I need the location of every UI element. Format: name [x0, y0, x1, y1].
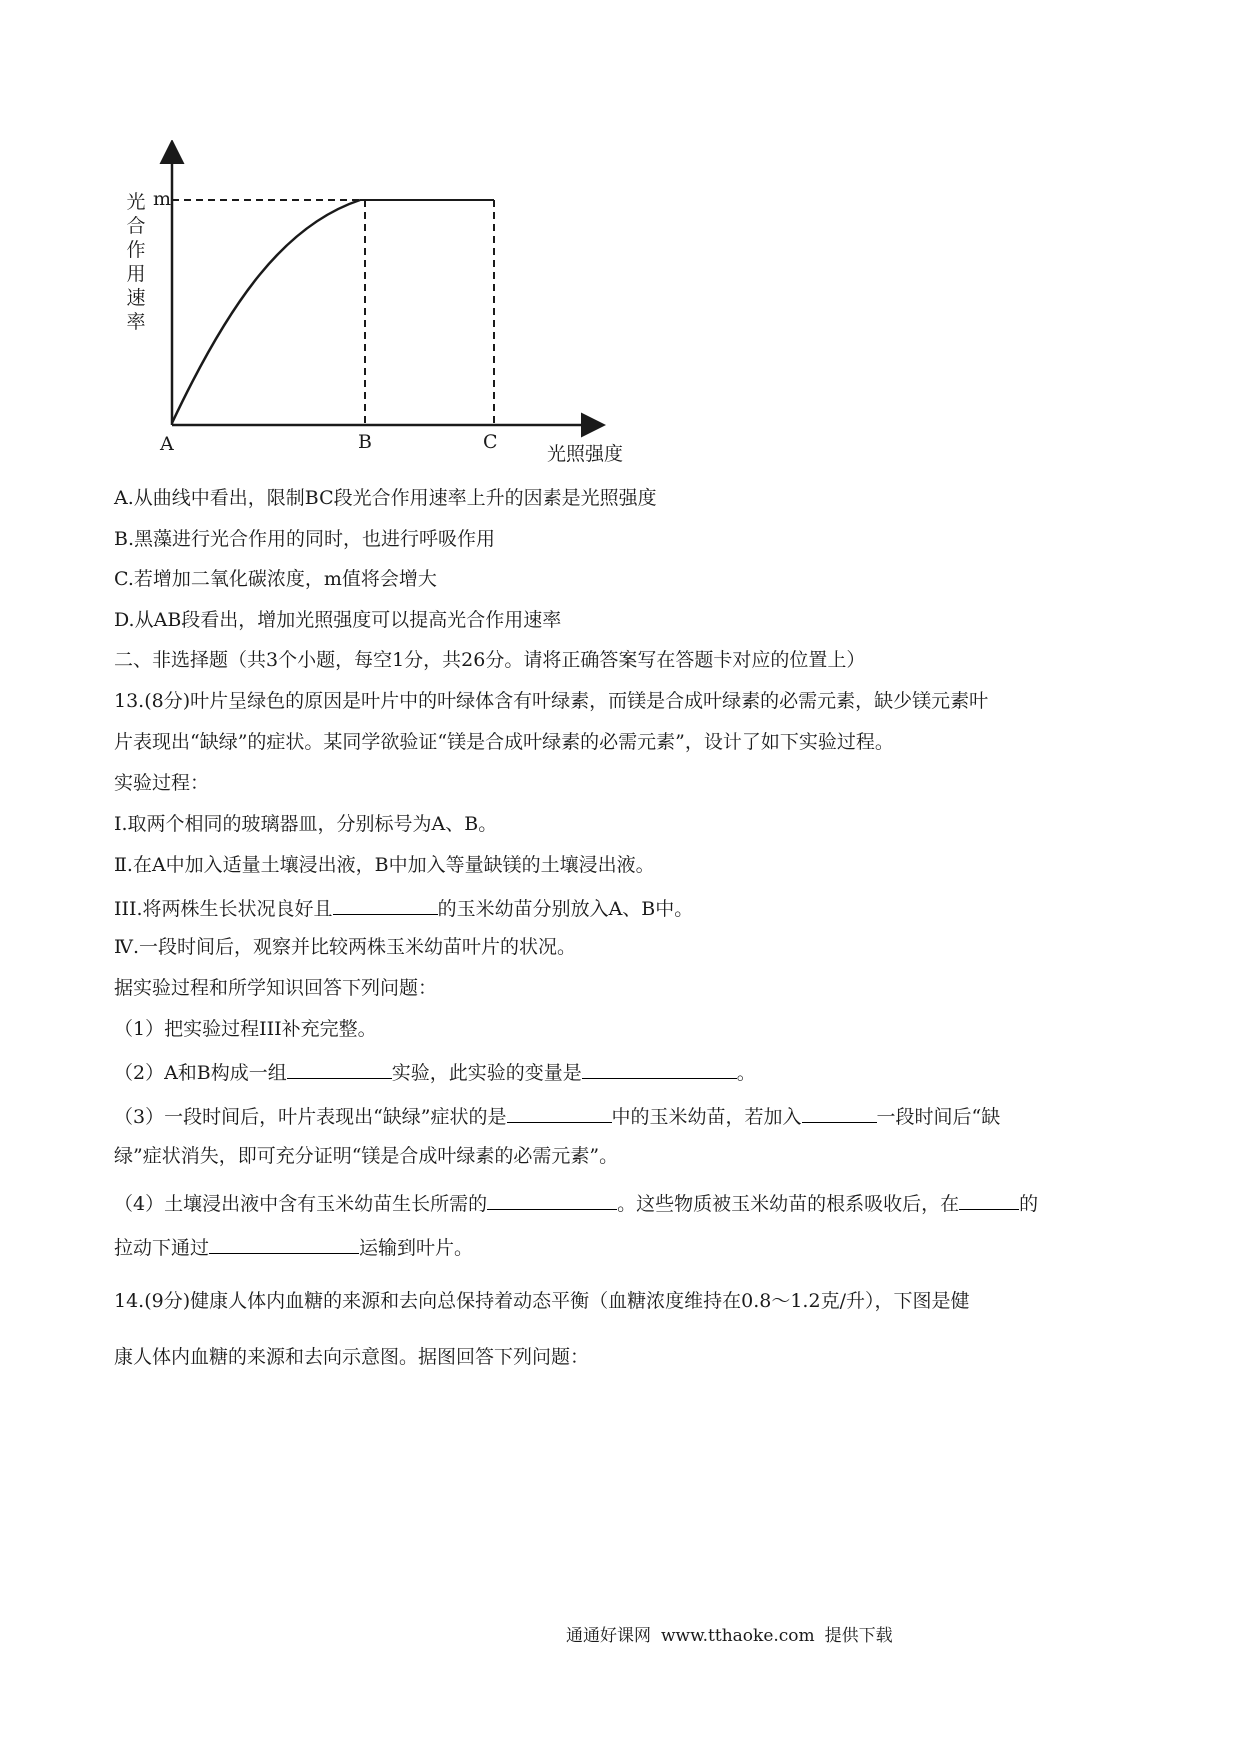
- blank-step3[interactable]: [333, 894, 438, 915]
- blank-experiment-type[interactable]: [287, 1058, 392, 1079]
- sub-question-4: [114, 1189, 1038, 1216]
- q13-line1: 13.(8分)叶片呈绿色的原因是叶片中的叶绿体含有叶绿素，而镁是合成叶绿素的必需元素，缺少镁元素叶: [114, 690, 989, 712]
- sub3-text-c: 一段时间后“缺: [876, 1106, 1001, 1128]
- process-title: 实验过程：: [114, 772, 210, 794]
- option-b: B.黑藻进行光合作用的同时，也进行呼吸作用: [114, 528, 496, 550]
- y-axis-label-char: 用: [126, 263, 146, 285]
- figure-graphic: [115, 140, 695, 480]
- photosynthesis-figure: [115, 140, 695, 480]
- blank-transport-tissue[interactable]: [209, 1233, 359, 1254]
- a-label: A: [160, 433, 174, 455]
- section-heading: 二、非选择题（共3个小题，每空1分，共26分。请将正确答案写在答题卡对应的位置上）: [114, 649, 866, 671]
- y-axis-label-char: 率: [126, 311, 146, 333]
- sub-question-2: [114, 1058, 756, 1085]
- blank-force[interactable]: [959, 1189, 1019, 1210]
- blank-added-substance[interactable]: [802, 1102, 877, 1123]
- step-3-text-a: III.将两株生长状况良好且: [114, 898, 333, 920]
- c-label: C: [483, 431, 498, 453]
- step-2: Ⅱ.在A中加入适量土壤浸出液，B中加入等量缺镁的土壤浸出液。: [114, 854, 655, 876]
- y-axis-label-char: 作: [126, 239, 146, 261]
- q14-line1: 14.(9分)健康人体内血糖的来源和去向总保持着动态平衡（血糖浓度维持在0.8～1.2克/升），下图是健: [114, 1290, 970, 1312]
- blank-variable[interactable]: [582, 1058, 737, 1079]
- sub-question-3: [114, 1102, 1000, 1129]
- step-4: Ⅳ.一段时间后，观察并比较两株玉米幼苗叶片的状况。: [114, 936, 577, 958]
- y-axis-label-char: 速: [126, 287, 146, 309]
- sub2-text-b: 实验，此实验的变量是: [391, 1062, 582, 1084]
- blank-nutrients[interactable]: [487, 1189, 617, 1210]
- footer: [566, 1625, 903, 1647]
- sub2-text-c: 。: [736, 1062, 756, 1084]
- footer-url[interactable]: www.tthaoke.com: [661, 1626, 815, 1646]
- m-label: m: [153, 188, 172, 210]
- q13-line2: 片表现出“缺绿”的症状。某同学欲验证“镁是合成叶绿素的必需元素”，设计了如下实验过程。: [114, 731, 894, 753]
- footer-site: 通通好课网: [566, 1626, 651, 1646]
- step-3-text-b: 的玉米幼苗分别放入A、B中。: [437, 898, 694, 920]
- y-axis-label-char: 合: [126, 215, 146, 237]
- y-axis-label-char: 光: [126, 191, 146, 213]
- sub-question-1: （1）把实验过程III补充完整。: [114, 1018, 377, 1040]
- sub3-text-a: （3）一段时间后，叶片表现出“缺绿”症状的是: [114, 1106, 507, 1128]
- x-axis-label: 光照强度: [547, 443, 624, 465]
- sub2-text-a: （2）A和B构成一组: [114, 1062, 287, 1084]
- y-axis-label: [125, 190, 147, 334]
- rate-curve: [172, 200, 360, 423]
- q14-line2: 康人体内血糖的来源和去向示意图。据图回答下列问题：: [114, 1346, 590, 1368]
- option-d: D.从AB段看出，增加光照强度可以提高光合作用速率: [114, 609, 562, 631]
- sub-question-4-line2: [114, 1233, 473, 1260]
- prompt: 据实验过程和所学知识回答下列问题：: [114, 977, 438, 999]
- step-1: Ⅰ.取两个相同的玻璃器皿，分别标号为A、B。: [114, 813, 498, 835]
- step-3: [114, 894, 693, 921]
- blank-container[interactable]: [507, 1102, 612, 1123]
- sub4-text-a: （4）土壤浸出液中含有玉米幼苗生长所需的: [114, 1193, 488, 1215]
- sub4-line2-text-b: 运输到叶片。: [359, 1237, 474, 1259]
- b-label: B: [358, 431, 372, 453]
- footer-note: 提供下载: [824, 1626, 893, 1646]
- sub-question-3-line2: 绿”症状消失，即可充分证明“镁是合成叶绿素的必需元素”。: [114, 1145, 619, 1167]
- sub3-text-b: 中的玉米幼苗，若加入: [611, 1106, 802, 1128]
- option-a: A.从曲线中看出，限制BC段光合作用速率上升的因素是光照强度: [114, 487, 657, 509]
- option-c: C.若增加二氧化碳浓度，m值将会增大: [114, 568, 437, 590]
- sub4-text-b: 。这些物质被玉米幼苗的根系吸收后，在: [617, 1193, 960, 1215]
- sub4-line2-text-a: 拉动下通过: [114, 1237, 210, 1259]
- sub4-text-c: 的: [1019, 1193, 1039, 1215]
